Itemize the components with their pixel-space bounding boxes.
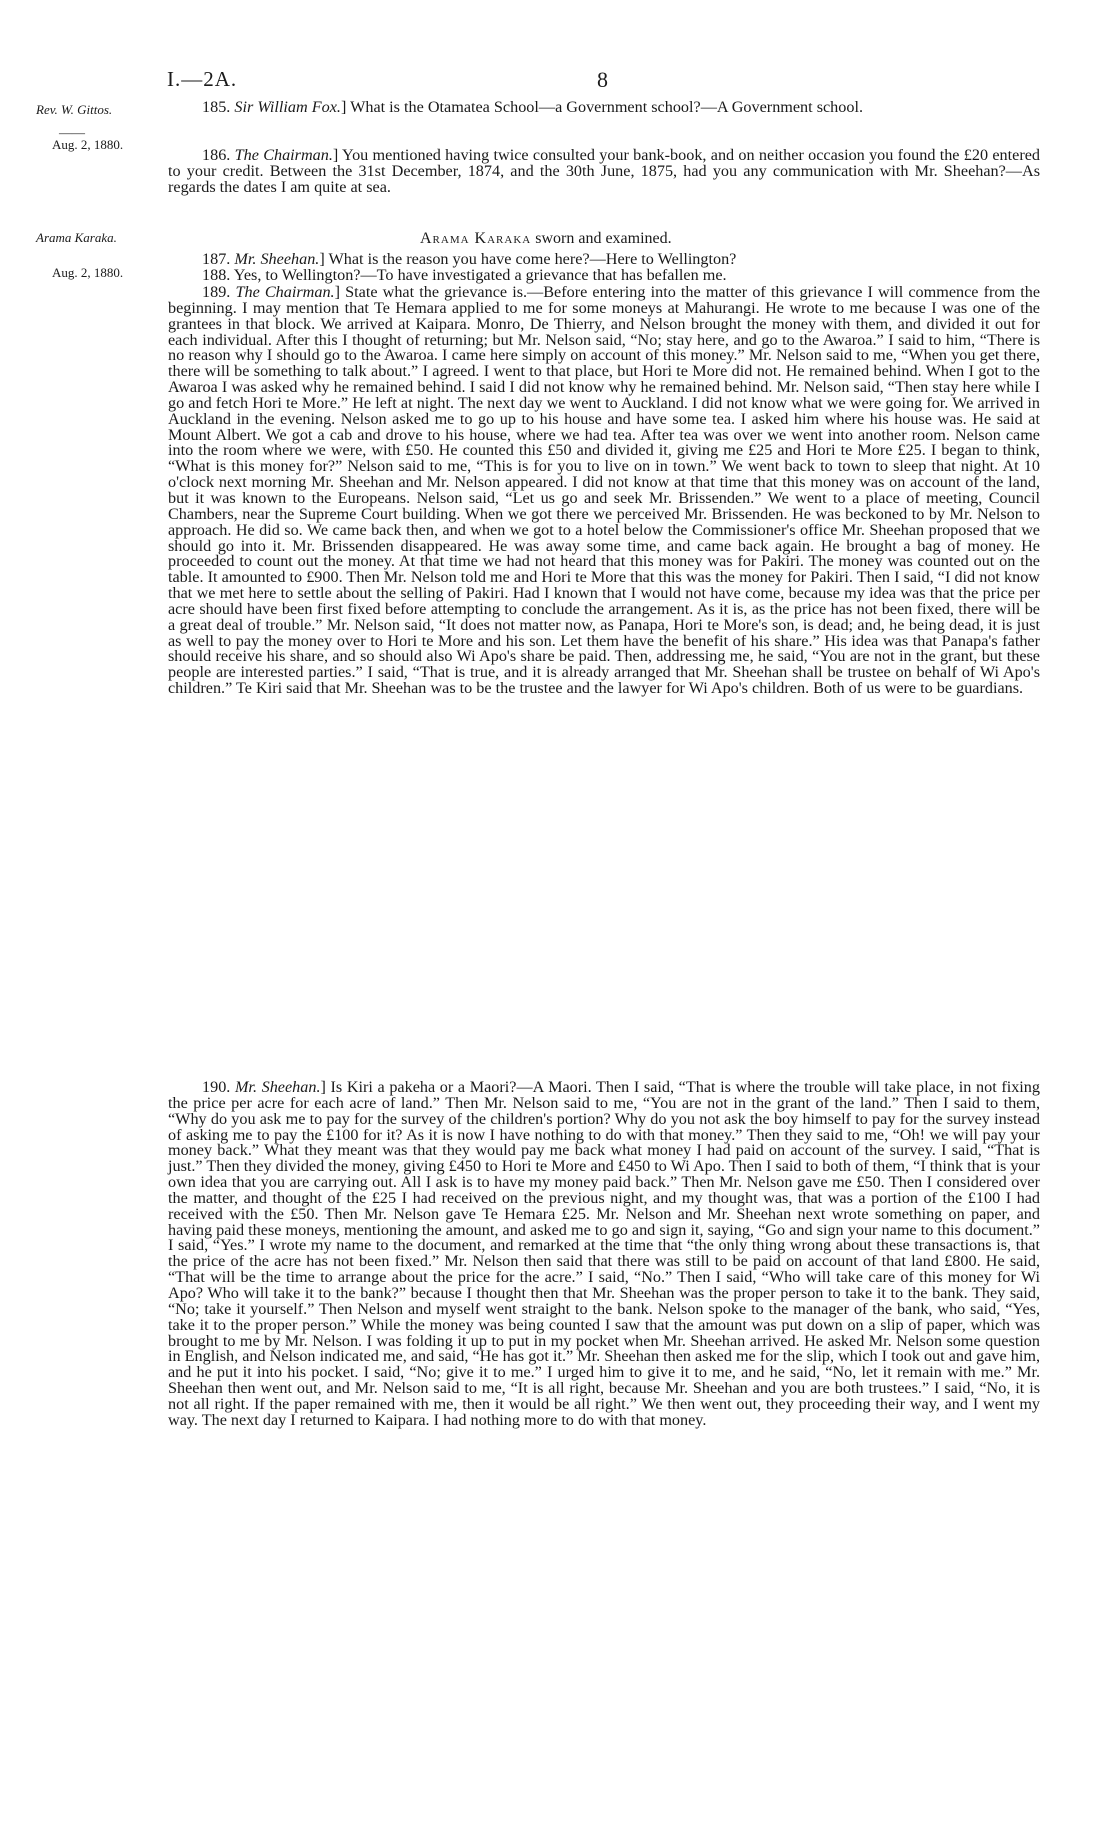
examination-heading (420, 230, 672, 248)
margin-date-2: Aug. 2, 1880. (52, 265, 124, 280)
question-text: ] Is Kiri a pakeha or a Maori?—A Maori. Then I said, “That is where the trouble will take place, in not fixing the price per acre for each acre of land.” Then Mr. Nelson said to me, “You are not in the grant of the land.” Then I said to them, “Why do you ask me to pay for the survey of the children's portion? Why do you not ask the boy himself to pay for the survey instead of asking me to pay the £100 for it? As it is now I have nothing to do with that money.” Then they said to me, “Oh! we will pay your money back.” What they meant was that they would pay me back what money I had paid on account of the survey. I said, “That is just.” Then they divided the money, giving £450 to Hori te More and £450 to Wi Apo. Then I said to both of them, “I think that is your own idea that you are carrying out. All I ask is to have my money paid back.” Then Mr. Nelson gave me £50. Then I considered over the matter, and thought of the £25 I had received on the previous night, and my thought was, that was a portion of the £100 I had received with the £50. Then Mr. Nelson gave Te Hemara £25. Mr. Nelson and Mr. Sheehan next wrote something on paper, and having paid these moneys, mentioning the amount, and asked me to go and sign it, saying, “Go and sign your name to this document.” I said, “Yes.” I wrote my name to the document, and remarked at the time that “the only thing wrong about these transactions is, that the price of the acre has not been fixed.” Mr. Nelson then said that there was still to be paid on account of that land £800. He said, “That will be the time to arrange about the price for the acre.” I said, “No.” Then I said, “Who will take care of this money for Wi Apo? Who will take it to the bank?” because I thought then that Mr. Sheehan was the proper person to take it to the bank. They said, “No; take it yourself.” Then Nelson and myself went straight to the bank. Nelson spoke to the manager of the bank, who said, “Yes, take it to the proper person.” While the money was being counted I saw that the amount was put down on a slip of paper, which was brought to me by Mr. Nelson. I was folding it up to put in my pocket when Mr. Sheehan arrived. He asked Mr. Nelson some question in English, and Nelson indicated me, and said, “He has got it.” Mr. Sheehan then asked me for the slip, which I took out and gave him, and he put it into his pocket. I said, “No; give it to me.” I urged him to give it to me, and he said, “No, let it remain with me.” Mr. Sheehan then went out, and Mr. Nelson said to me, “It is all right, because Mr. Sheehan and you are both trustees.” I said, “No, it is not all right. If the paper remained with me, then it would be all right.” We then went out, they proceeding their way, and I went my way. The next day I returned to Kaipara. I had nothing more to do with that money. (168, 1078, 1040, 1429)
heading-suffix: sworn and examined. (531, 230, 672, 247)
question-text: ] You mentioned having twice consulted your bank-book, and on neither occasion you found the £20 entered to your credit. Between the 31st December, 1874, and the 30th June, 1875, had you any communication with Mr. Sheehan?—As regards the dates I am quite at sea. (168, 146, 1040, 196)
speaker-name: Mr. Sheehan. (234, 250, 320, 268)
speaker-name: Sir William Fox. (234, 98, 341, 116)
question-text: Yes, to Wellington?—To have investigated a grievance that has befallen me. (233, 266, 727, 284)
speaker-name: The Chairman. (235, 283, 335, 301)
header-reference: I.—2A. (167, 67, 238, 91)
page-number: 8 (597, 67, 608, 92)
question-number: 185. (202, 98, 231, 116)
margin-dash: —— (59, 125, 85, 140)
speaker-name: Mr. Sheehan. (234, 1078, 321, 1096)
question-190 (168, 1080, 1040, 1429)
question-number: 187. (202, 250, 231, 268)
question-189 (168, 285, 1040, 697)
question-186 (168, 148, 1040, 196)
question-188 (168, 268, 1040, 284)
question-number: 189. (202, 283, 231, 301)
speaker-name: The Chairman. (234, 146, 333, 164)
question-text: ] What is the reason you have come here?—Here to Wellington? (319, 250, 737, 268)
margin-witness-karaka: Arama Karaka. (36, 230, 117, 245)
question-number: 188. (202, 266, 231, 284)
margin-witness-gittos: Rev. W. Gittos. (36, 102, 113, 117)
witness-name: Arama Karaka (420, 230, 532, 247)
question-number: 190. (202, 1078, 231, 1096)
question-text: ] State what the grievance is.—Before entering into the matter of this grievance I will commence from the beginning. I may mention that Te Hemara applied to me for some moneys at Mahurangi. He wrote to me because I was one of the grantees in that block. We arrived at Kaipara. Monro, De Thierry, and Nelson brought the money with them, and divided it out for each individual. After this I thought of returning; but Mr. Nelson said, “No; stay here, and go to the Awaroa.” I said to him, “There is no reason why I should go to the Awaroa. I came here simply on account of this money.” Mr. Nelson said to me, “When you get there, there will be something to talk about.” I agreed. I went to that place, but Hori te More did not. He remained behind. When I got to the Awaroa I was asked why he remained behind. I said I did not know why he remained behind. Mr. Nelson said, “Then stay here while I go and fetch Hori te More.” He left at night. The next day we went to Auckland. I did not know what we were going for. We arrived in Auckland in the evening. Nelson asked me to go up to his house and have some tea. I asked him where his house was. He said at Mount Albert. We got a cab and drove to his house, where we had tea. After tea was over we went into another room. Nelson came into the room where we were, with £50. He counted this £50 and divided it, giving me £25 and Hori te More £25. I began to think, “What is this money for?” Nelson said to me, “This is for you to live on in town.” We went back to town to sleep that night. At 10 o'clock next morning Mr. Sheehan and Mr. Nelson appeared. I did not know at that time that this money was on account of the land, but it was known to the Europeans. Nelson said, “Let us go and seek Mr. Brissenden.” We went to a place of meeting, Council Chambers, near the Supreme Court building. When we got there we perceived Mr. Brissenden. He was beckoned to by Mr. Nelson to approach. He did so. We came back then, and when we got to a hotel below the Commissioner's office Mr. Sheehan proposed that we should go into it. Mr. Brissenden disappeared. He was away some time, and came back again. He brought a bag of money. He proceeded to count out the money. At that time we had not heard that this money was for Pakiri. The money was counted out on the table. It amounted to £900. Then Mr. Nelson told me and Hori te More that this was the money for Pakiri. Then I said, “I did not know that we met here to settle about the selling of Pakiri. Had I known that I would not have come, because my idea was that the price per acre should have been first fixed before attempting to conclude the arrangement. As it is, as the price has not been fixed, there will be a great deal of trouble.” Mr. Nelson said, “It does not matter now, as Panapa, Hori te More's son, is dead; and, he being dead, it is just as well to pay the money over to Hori te More and his son. Let them have the benefit of his share.” His idea was that Panapa's father should receive his share, and so should also Wi Apo's share be paid. Then, addressing me, he said, “You are not in the grant, but these people are interested parties.” I said, “That is true, and it is already arranged that Mr. Sheehan shall be trustee on behalf of Wi Apo's children.” Te Kiri said that Mr. Sheehan was to be the trustee and the lawyer for Wi Apo's children. Both of us were to be guardians. (168, 283, 1040, 698)
question-185 (168, 100, 1040, 116)
margin-date-1: Aug. 2, 1880. (52, 137, 124, 152)
question-number: 186. (202, 146, 231, 164)
question-text: ] What is the Otamatea School—a Government school?—A Government school. (340, 98, 864, 116)
